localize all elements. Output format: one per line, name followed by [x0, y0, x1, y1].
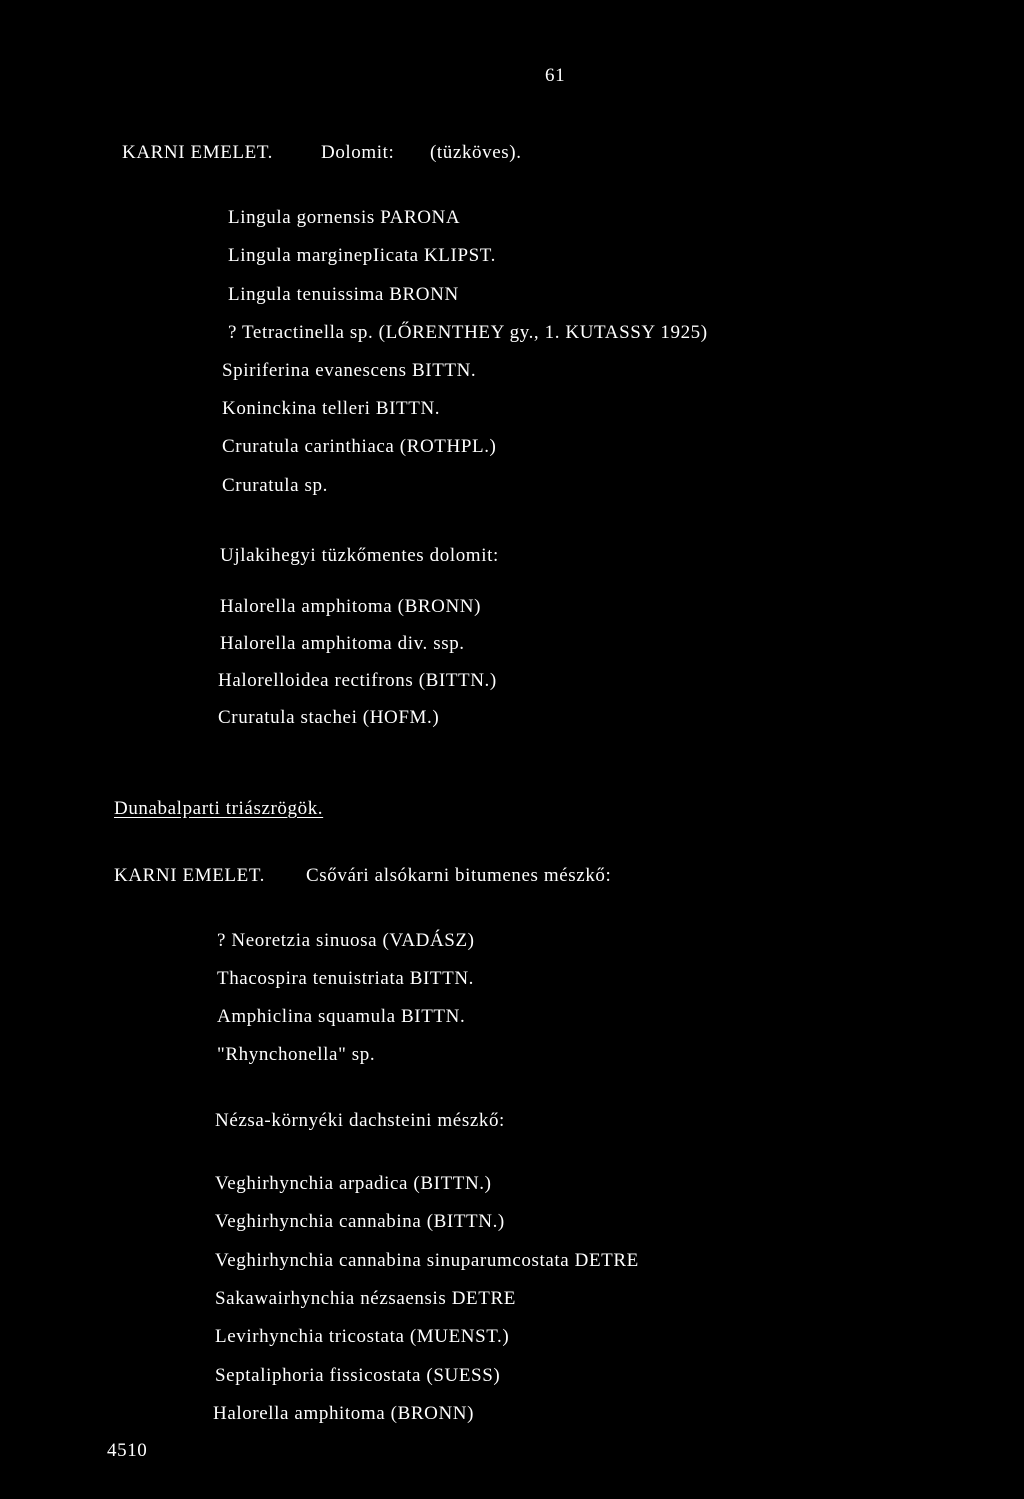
- section3-heading-rock: Csővári alsókarni bitumenes mészkő:: [306, 865, 612, 886]
- species-item: Septaliphoria fissicostata (SUESS): [215, 1365, 501, 1386]
- species-item: Sakawairhynchia nézsaensis DETRE: [215, 1288, 516, 1309]
- species-item: ? Tetractinella sp. (LŐRENTHEY gy., 1. KUTASSY 1925): [228, 322, 708, 343]
- species-item: Halorella amphitoma div. ssp.: [220, 633, 465, 654]
- species-item: Halorelloidea rectifrons (BITTN.): [218, 670, 497, 691]
- footer-code: 4510: [107, 1440, 148, 1461]
- species-item: Levirhynchia tricostata (MUENST.): [215, 1326, 510, 1347]
- species-item: Halorella amphitoma (BRONN): [213, 1403, 475, 1424]
- species-item: Veghirhynchia cannabina (BITTN.): [215, 1211, 505, 1232]
- species-item: Lingula gornensis PARONA: [228, 207, 461, 228]
- section1-heading-note: (tüzköves).: [430, 142, 522, 163]
- species-item: Amphiclina squamula BITTN.: [217, 1006, 466, 1027]
- species-item: Veghirhynchia arpadica (BITTN.): [215, 1173, 492, 1194]
- species-item: Veghirhynchia cannabina sinuparumcostata DETRE: [215, 1250, 639, 1271]
- page-number: 61: [545, 65, 566, 86]
- species-item: Thacospira tenuistriata BITTN.: [217, 968, 475, 989]
- species-item: Cruratula sp.: [222, 475, 328, 496]
- section4-heading: Nézsa-környéki dachsteini mészkő:: [215, 1110, 505, 1131]
- species-item: Cruratula stachei (HOFM.): [218, 707, 440, 728]
- species-item: Halorella amphitoma (BRONN): [220, 596, 482, 617]
- species-item: Koninckina telleri BITTN.: [222, 398, 441, 419]
- section3-title: Dunabalparti triászrögök.: [114, 798, 324, 819]
- species-item: Spiriferina evanescens BITTN.: [222, 360, 477, 381]
- section1-heading-rock: Dolomit:: [321, 142, 395, 163]
- section3-heading-stage: KARNI EMELET.: [114, 865, 265, 886]
- species-item: Cruratula carinthiaca (ROTHPL.): [222, 436, 497, 457]
- species-item: ? Neoretzia sinuosa (VADÁSZ): [217, 930, 475, 951]
- section2-heading: Ujlakihegyi tüzkőmentes dolomit:: [220, 545, 499, 566]
- section1-heading-stage: KARNI EMELET.: [122, 142, 273, 163]
- species-item: Lingula marginepIicata KLIPST.: [228, 245, 496, 266]
- species-item: "Rhynchonella" sp.: [217, 1044, 376, 1065]
- species-item: Lingula tenuissima BRONN: [228, 284, 459, 305]
